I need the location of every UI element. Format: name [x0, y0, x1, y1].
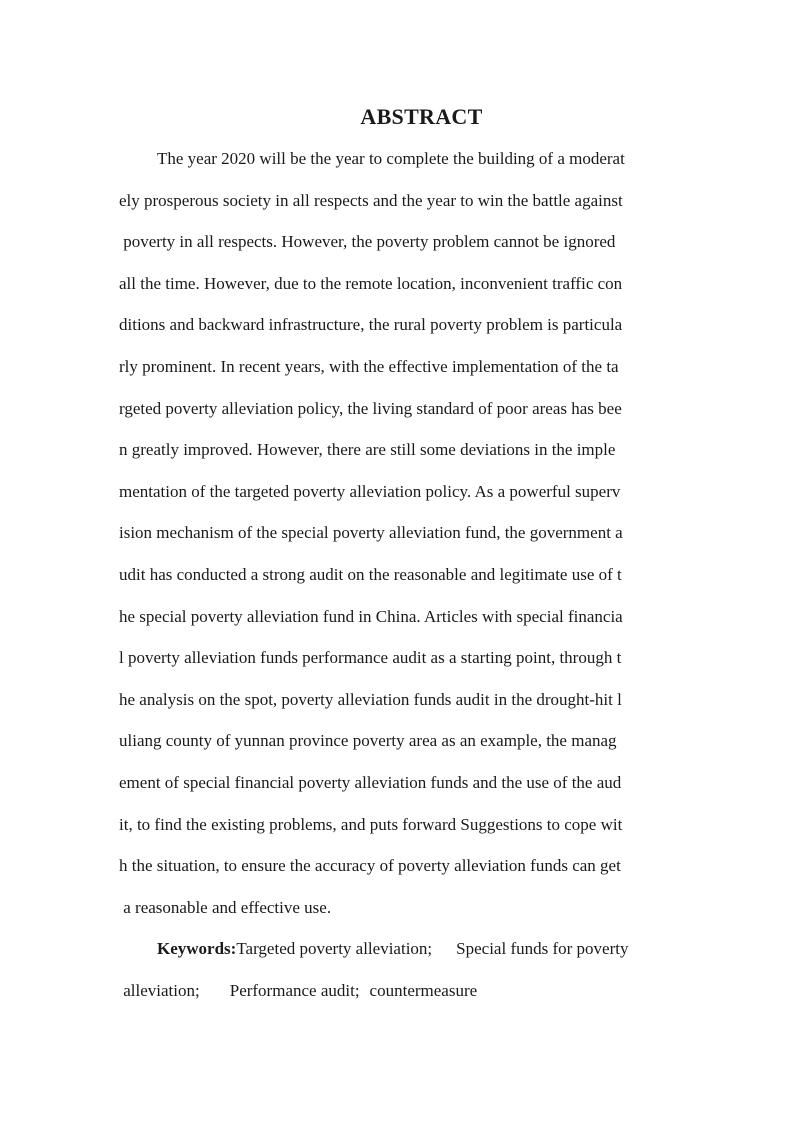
- body-line: ision mechanism of the special poverty alleviation fund, the government a: [119, 523, 623, 543]
- keywords-label: Keywords:: [157, 939, 237, 958]
- body-line: ditions and backward infrastructure, the rural poverty problem is particula: [119, 315, 623, 335]
- body-line: mentation of the targeted poverty alleviation policy. As a powerful superv: [119, 481, 621, 501]
- body-line: The year 2020 will be the year to complete the building of a moderat: [157, 149, 625, 168]
- keywords-line: [119, 978, 679, 1020]
- body-line: rly prominent. In recent years, with the effective implementation of the ta: [119, 356, 619, 376]
- body-line: he special poverty alleviation fund in China. Articles with special financia: [119, 606, 623, 626]
- body-line: h the situation, to ensure the accuracy of poverty alleviation funds can get: [119, 856, 621, 876]
- abstract-title: ABSTRACT: [360, 104, 483, 129]
- body-line: he analysis on the spot, poverty alleviation funds audit in the drought-hit l: [119, 689, 622, 709]
- keywords-line: [119, 936, 679, 978]
- body-line: a reasonable and effective use.: [119, 897, 332, 917]
- body-line: ement of special financial poverty alleviation funds and the use of the aud: [119, 772, 622, 792]
- keywords-section: [119, 936, 679, 1020]
- body-line: it, to find the existing problems, and puts forward Suggestions to cope wit: [119, 814, 623, 834]
- keyword: Targeted poverty alleviation;: [236, 939, 433, 958]
- abstract-body: [119, 146, 679, 936]
- body-line: ely prosperous society in all respects and the year to win the battle against: [119, 190, 623, 210]
- body-line: rgeted poverty alleviation policy, the living standard of poor areas has bee: [119, 398, 622, 418]
- keyword: countermeasure: [369, 981, 478, 1000]
- body-line: all the time. However, due to the remote location, inconvenient traffic con: [119, 273, 623, 293]
- keyword: alleviation;: [119, 981, 200, 1000]
- body-line: uliang county of yunnan province poverty area as an example, the manag: [119, 731, 617, 751]
- body-line: l poverty alleviation funds performance audit as a starting point, through t: [119, 648, 622, 668]
- body-line: udit has conducted a strong audit on the reasonable and legitimate use of t: [119, 564, 622, 584]
- body-line: poverty in all respects. However, the poverty problem cannot be ignored: [119, 232, 616, 252]
- body-line: n greatly improved. However, there are still some deviations in the imple: [119, 440, 616, 460]
- keyword: Performance audit;: [229, 981, 360, 1000]
- keyword: Special funds for poverty: [456, 939, 629, 958]
